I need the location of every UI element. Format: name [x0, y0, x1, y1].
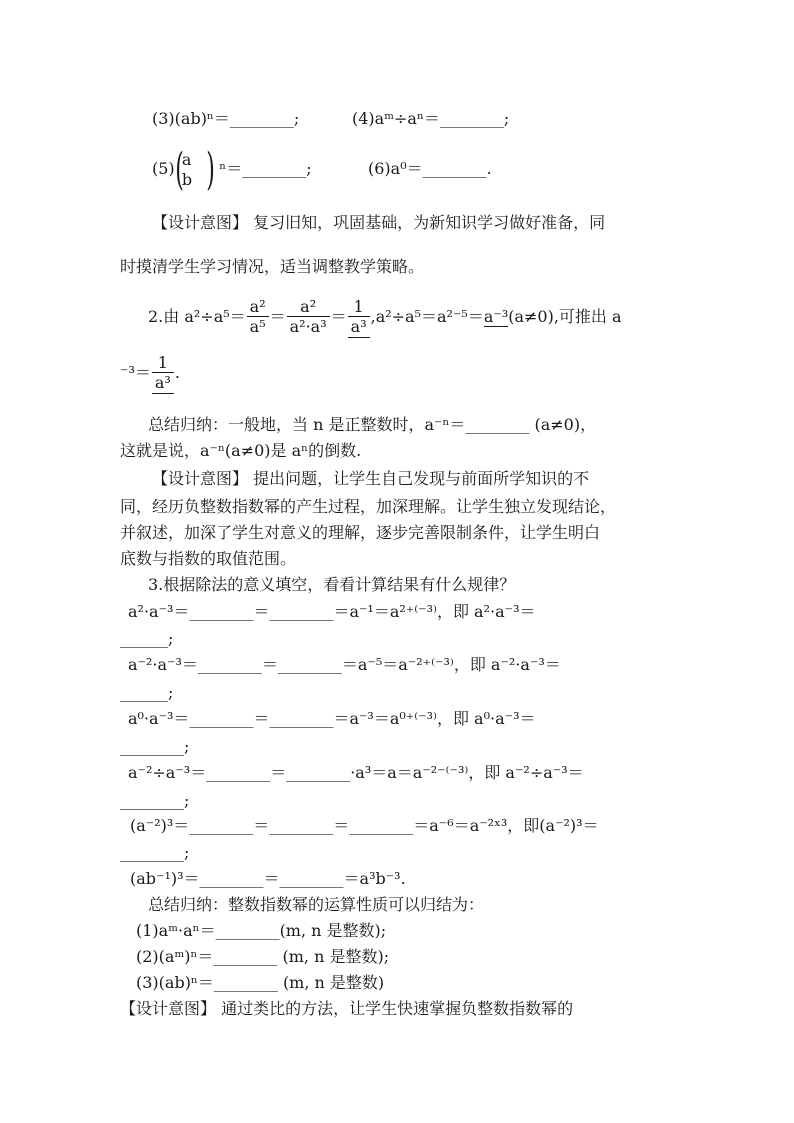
equation-1: a²·a⁻³＝________＝________＝a⁻¹＝a²⁺⁽⁻³⁾，即 a²·a⁻³＝	[128, 602, 536, 621]
rule-2: (2)(aᵐ)ⁿ＝________ (m, n 是整数);	[136, 947, 390, 966]
fraction-3-denominator: a³	[348, 317, 370, 338]
exercise-6: (6)a⁰＝________.	[368, 159, 492, 178]
exercise-3: (3)(ab)ⁿ＝________;	[152, 109, 300, 128]
equation-3: a⁰·a⁻³＝________＝________＝a⁻³＝a⁰⁺⁽⁻³⁾，即 a⁰·a⁻³＝	[128, 709, 536, 728]
item-2-answer: a⁻³	[483, 307, 509, 326]
design-intent-2-line1: 【设计意图】 提出问题，让学生自己发现与前面所学知识的不	[152, 469, 590, 488]
rule-3: (3)(ab)ⁿ＝________ (m, n 是整数)	[136, 973, 385, 992]
equation-2-answer: ______;	[120, 683, 174, 702]
fraction-2-denominator: a²·a³	[289, 317, 327, 336]
fraction-1	[247, 298, 269, 337]
left-paren: (	[174, 143, 184, 195]
design-intent-2-line2: 同，经历负整数指数幂的产生过程，加深理解。让学生独立发现结论，	[120, 497, 617, 516]
equation-4-answer: ________;	[120, 791, 190, 810]
item-2-line1: 2.由 a²÷a⁵＝ $\frac{\text{a²}}{\text{a⁵}}$ ＝ $\frac{\text{a²}}{\text{a²·a³}}$ ＝ $\frac{1}{\text{a³}}$ ,a²÷a⁵＝a²⁻⁵＝a⁻³(a≠0),可推出 a	[148, 296, 622, 336]
equation-4: a⁻²÷a⁻³＝________＝________·a³＝a＝a⁻²⁻⁽⁻³⁾，即 a⁻²÷a⁻³＝	[128, 763, 584, 782]
exercise-4: (4)aᵐ÷aⁿ＝________;	[352, 109, 510, 128]
fraction-2	[287, 298, 330, 337]
design-intent-1-line2: 时摸清学生学习情况，适当调整教学策略。	[120, 257, 425, 276]
exercise-5-label: (5)	[152, 159, 175, 178]
equation-6: (ab⁻¹)³＝________＝________＝a³b⁻³.	[130, 869, 406, 888]
design-intent-3: 【设计意图】 通过类比的方法，让学生快速掌握负整数指数幂的	[120, 999, 574, 1018]
summary-1-line1: 总结归纳：一般地，当 n 是正整数时，a⁻ⁿ＝________ (a≠0)，	[148, 415, 597, 434]
fraction-1-denominator: a⁵	[249, 317, 266, 336]
equation-3-answer: ________;	[120, 737, 190, 756]
item-2-line2-prefix: ⁻³＝	[120, 363, 151, 382]
item-2-mid: ,a²÷a⁵＝a²⁻⁵＝	[370, 307, 484, 326]
summary-1-line2: 这就是说，a⁻ⁿ(a≠0)是 aⁿ的倒数.	[120, 441, 362, 460]
item-2-line2	[120, 350, 180, 396]
equation-5: (a⁻²)³＝________＝________＝________＝a⁻⁶＝a⁻²ˣ³，即(a⁻²)³＝	[130, 816, 599, 835]
fraction-1-numerator: a²	[247, 298, 269, 317]
design-intent-2-line3: 并叙述，加深了学生对意义的理解，逐步完善限制条件，让学生明白	[120, 523, 601, 542]
exercise-5-denominator: b	[181, 169, 193, 189]
equation-1-answer: ______;	[120, 629, 174, 648]
fraction-3	[348, 298, 370, 338]
exercise-5	[152, 144, 312, 194]
design-intent-2-line4: 底数与指数的取值范围。	[120, 549, 297, 568]
exercise-5-tail: ⁿ＝________;	[219, 159, 312, 178]
equation-5-answer: ________;	[120, 843, 190, 862]
item-2-prefix: 2.由 a²÷a⁵＝	[148, 307, 246, 326]
fraction-2-numerator: a²	[287, 298, 330, 317]
item-3-title: 3.根据除法的意义填空，看看计算结果有什么规律？	[148, 575, 516, 594]
fraction-4-denominator: a³	[152, 373, 174, 394]
item-2-suffix: (a≠0),可推出 a	[508, 307, 622, 326]
fraction-4	[152, 354, 174, 394]
fraction-3-numerator: 1	[348, 298, 370, 317]
summary-2: 总结归纳：整数指数幂的运算性质可以归结为：	[148, 895, 485, 914]
exercise-5-numerator: a	[181, 149, 192, 169]
design-intent-1-line1: 【设计意图】 复习旧知，巩固基础，为新知识学习做好准备，同	[152, 213, 606, 232]
item-2-line2-end: .	[174, 363, 180, 382]
right-paren: )	[206, 143, 215, 195]
equation-2: a⁻²·a⁻³＝________＝________＝a⁻⁵＝a⁻²⁺⁽⁻³⁾，即 a⁻²·a⁻³＝	[128, 655, 561, 674]
rule-1: (1)aᵐ·aⁿ＝________(m, n 是整数);	[136, 921, 387, 940]
fraction-4-numerator: 1	[152, 354, 174, 373]
